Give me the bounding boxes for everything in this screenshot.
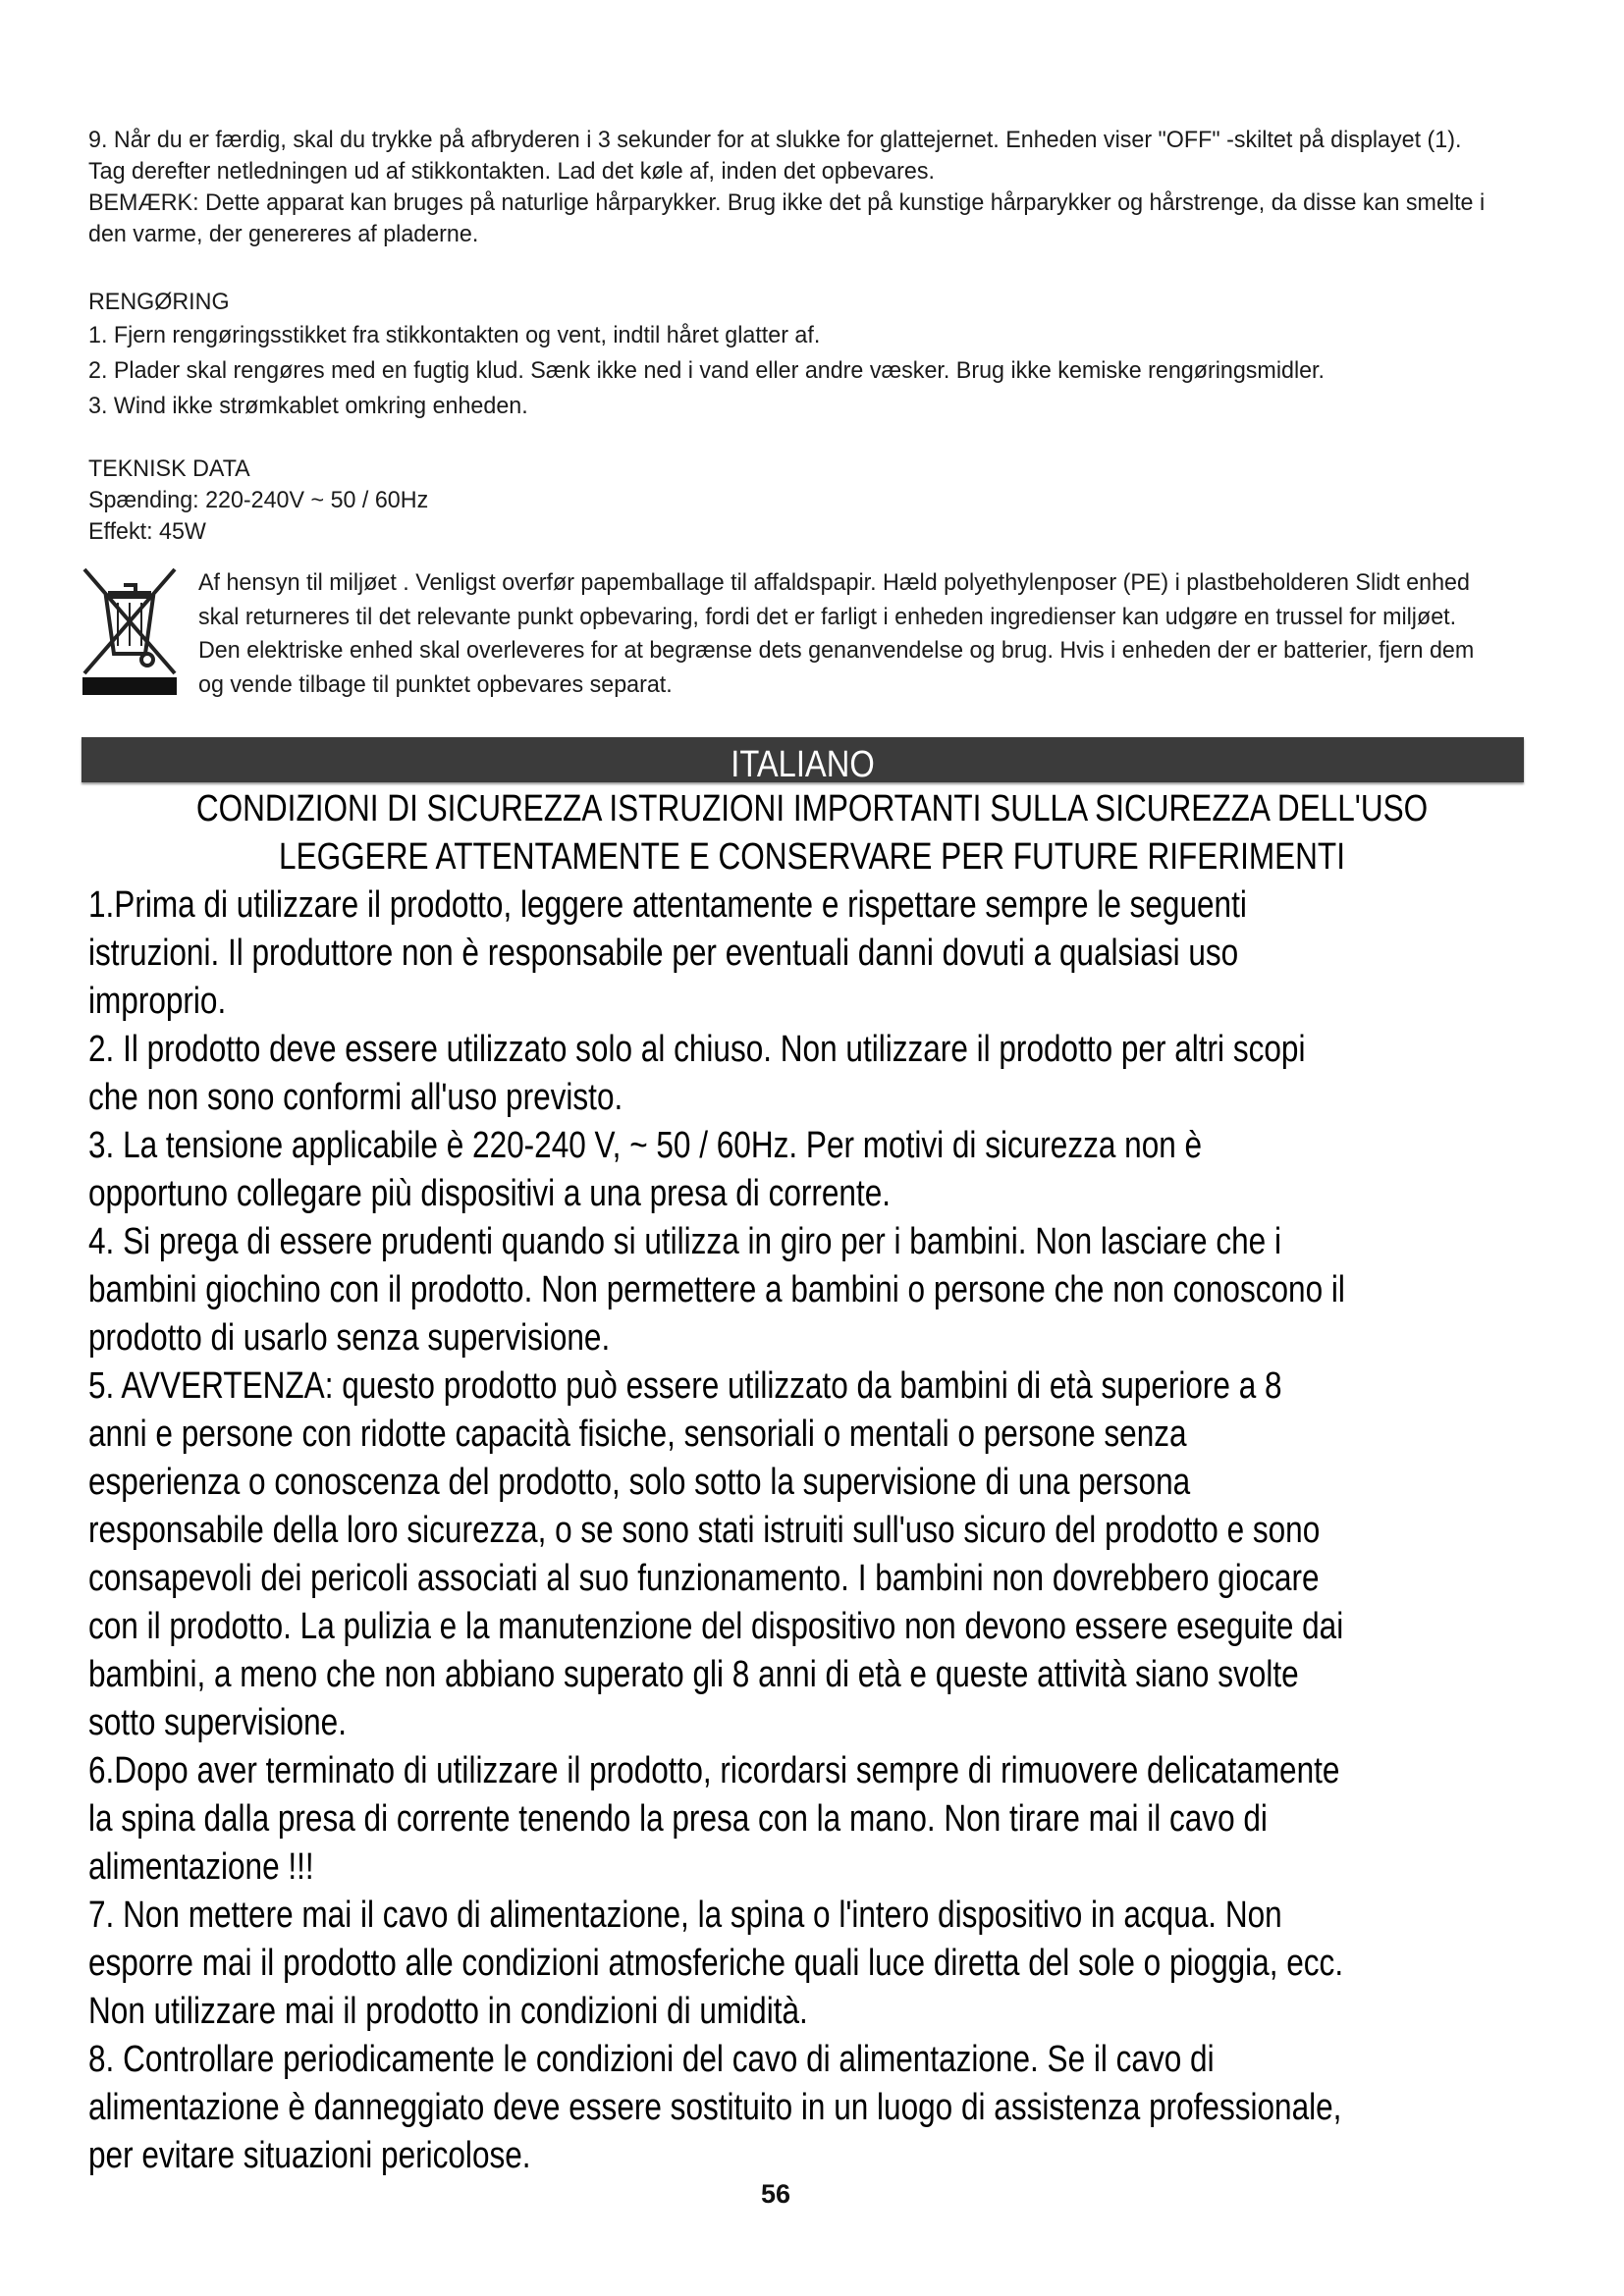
instruction-line: Non utilizzare mai il prodotto in condizioni di umidità. [88,1991,808,2032]
text-line: den varme, der genereres af pladerne. [88,221,479,247]
instruction-line: improprio. [88,981,227,1022]
instruction-line: 2. Il prodotto deve essere utilizzato solo al chiuso. Non utilizzare il prodotto per altri scopi [88,1029,1306,1070]
danish-step-9 [88,125,1485,250]
instruction-line: prodotto di usarlo senza supervisione. [88,1317,611,1359]
instruction-line: bambini giochino con il prodotto. Non permettere a bambini o persone che non conoscono il [88,1269,1345,1310]
technical-data [88,454,428,548]
instruction-line: 8. Controllare periodicamente le condizioni del cavo di alimentazione. Se il cavo di [88,2039,1215,2080]
cleaning-item: 2. Plader skal rengøres med en fugtig klud. Sænk ikke ned i vand eller andre væsker. Brug ikke kemiske rengøringsmidler. [88,357,1325,384]
environment-notice [198,566,1474,702]
instruction-line: istruzioni. Il produttore non è responsabile per eventuali danni dovuti a qualsiasi uso [88,933,1239,974]
instruction-line: alimentazione !!! [88,1846,314,1888]
instruction-line: 3. La tensione applicabile è 220-240 V, ~ 50 / 60Hz. Per motivi di sicurezza non è [88,1125,1203,1166]
cleaning-item: 3. Wind ikke strømkablet omkring enheden. [88,393,528,419]
text-line: 9. Når du er færdig, skal du trykke på afbryderen i 3 sekunder for at slukke for glattejernet. Enheden viser "OFF" -skiltet på displayet (1). [88,127,1462,153]
technical-title: TEKNISK DATA [88,455,250,482]
instruction-line: per evitare situazioni pericolose. [88,2135,531,2176]
heading-line: LEGGERE ATTENTAMENTE E CONSERVARE PER FUTURE RIFERIMENTI [279,836,1345,878]
instruction-line: esperienza o conoscenza del prodotto, solo sotto la supervisione di una persona [88,1462,1191,1503]
instruction-line: 7. Non mettere mai il cavo di alimentazione, la spina o l'intero dispositivo in acqua. Non [88,1895,1282,1936]
text-line: BEMÆRK: Dette apparat kan bruges på naturlige hårparykker. Brug ikke det på kunstige hårparykker og hårstrenge, da disse kan smelte i [88,189,1486,216]
text-line: skal returneres til det relevante punkt opbevaring, fordi det er farligt i enheden ingredienser kan udgøre en trussel for miljøet. [198,603,1457,630]
instruction-line: che non sono conformi all'uso previsto. [88,1077,623,1118]
safety-instructions [88,881,1602,2180]
instruction-line: opportuno collegare più dispositivi a una presa di corrente. [88,1173,892,1214]
text-line: Den elektriske enhed skal overleveres for at begrænse dets genanvendelse og brug. Hvis i enheden der er batterier, fjern dem [198,637,1475,664]
instruction-line: alimentazione è danneggiato deve essere sostituito in un luogo di assistenza professionale, [88,2087,1342,2128]
instruction-line: consapevoli dei pericoli associati al suo funzionamento. I bambini non dovrebbero giocare [88,1558,1320,1599]
instruction-line: anni e persone con ridotte capacità fisiche, sensoriali o mentali o persone senza [88,1414,1187,1455]
text-line: og vende tilbage til punktet opbevares separat. [198,670,673,698]
instruction-line: bambini, a meno che non abbiano superato gli 8 anni di età e queste attività siano svolte [88,1654,1299,1695]
instruction-line: con il prodotto. La pulizia e la manutenzione del dispositivo non devono essere eseguite dai [88,1606,1344,1647]
technical-power: Effekt: 45W [88,518,206,545]
weee-bin-icon [79,563,181,697]
page-number: 56 [760,2179,791,2209]
banner-title: ITALIANO [731,744,875,785]
technical-voltage: Spænding: 220-240V ~ 50 / 60Hz [88,487,429,513]
instruction-line: 4. Si prega di essere prudenti quando si utilizza in giro per i bambini. Non lasciare che i [88,1221,1281,1262]
cleaning-section [88,287,1325,424]
text-line: Tag derefter netledningen ud af stikkontakten. Lad det køle af, inden det opbevares. [88,158,935,185]
instruction-line: 1.Prima di utilizzare il prodotto, leggere attentamente e rispettare sempre le seguenti [88,884,1247,926]
safety-heading [0,785,1624,881]
instruction-line: la spina dalla presa di corrente tenendo la presa con la mano. Non tirare mai il cavo di [88,1798,1268,1840]
heading-line: CONDIZIONI DI SICUREZZA ISTRUZIONI IMPORTANTI SULLA SICUREZZA DELL'USO [195,788,1429,829]
cleaning-item: 1. Fjern rengøringsstikket fra stikkontakten og vent, indtil håret glatter af. [88,322,821,348]
text-line: Af hensyn til miljøet . Venligst overfør papemballage til affaldspapir. Hæld polyethylenposer (PE) i plastbeholderen Slidt enhed [198,569,1470,596]
instruction-line: 6.Dopo aver terminato di utilizzare il prodotto, ricordarsi sempre di rimuovere delicatamente [88,1750,1340,1791]
cleaning-title: RENGØRING [88,289,230,315]
instruction-line: responsabile della loro sicurezza, o se sono stati istruiti sull'uso sicuro del prodotto e sono [88,1510,1321,1551]
instruction-line: esporre mai il prodotto alle condizioni atmosferiche quali luce diretta del sole o pioggia, ecc. [88,1943,1344,1984]
instruction-line: sotto supervisione. [88,1702,347,1743]
instruction-line: 5. AVVERTENZA: questo prodotto può essere utilizzato da bambini di età superiore a 8 [88,1365,1282,1407]
section-banner [81,737,1524,785]
